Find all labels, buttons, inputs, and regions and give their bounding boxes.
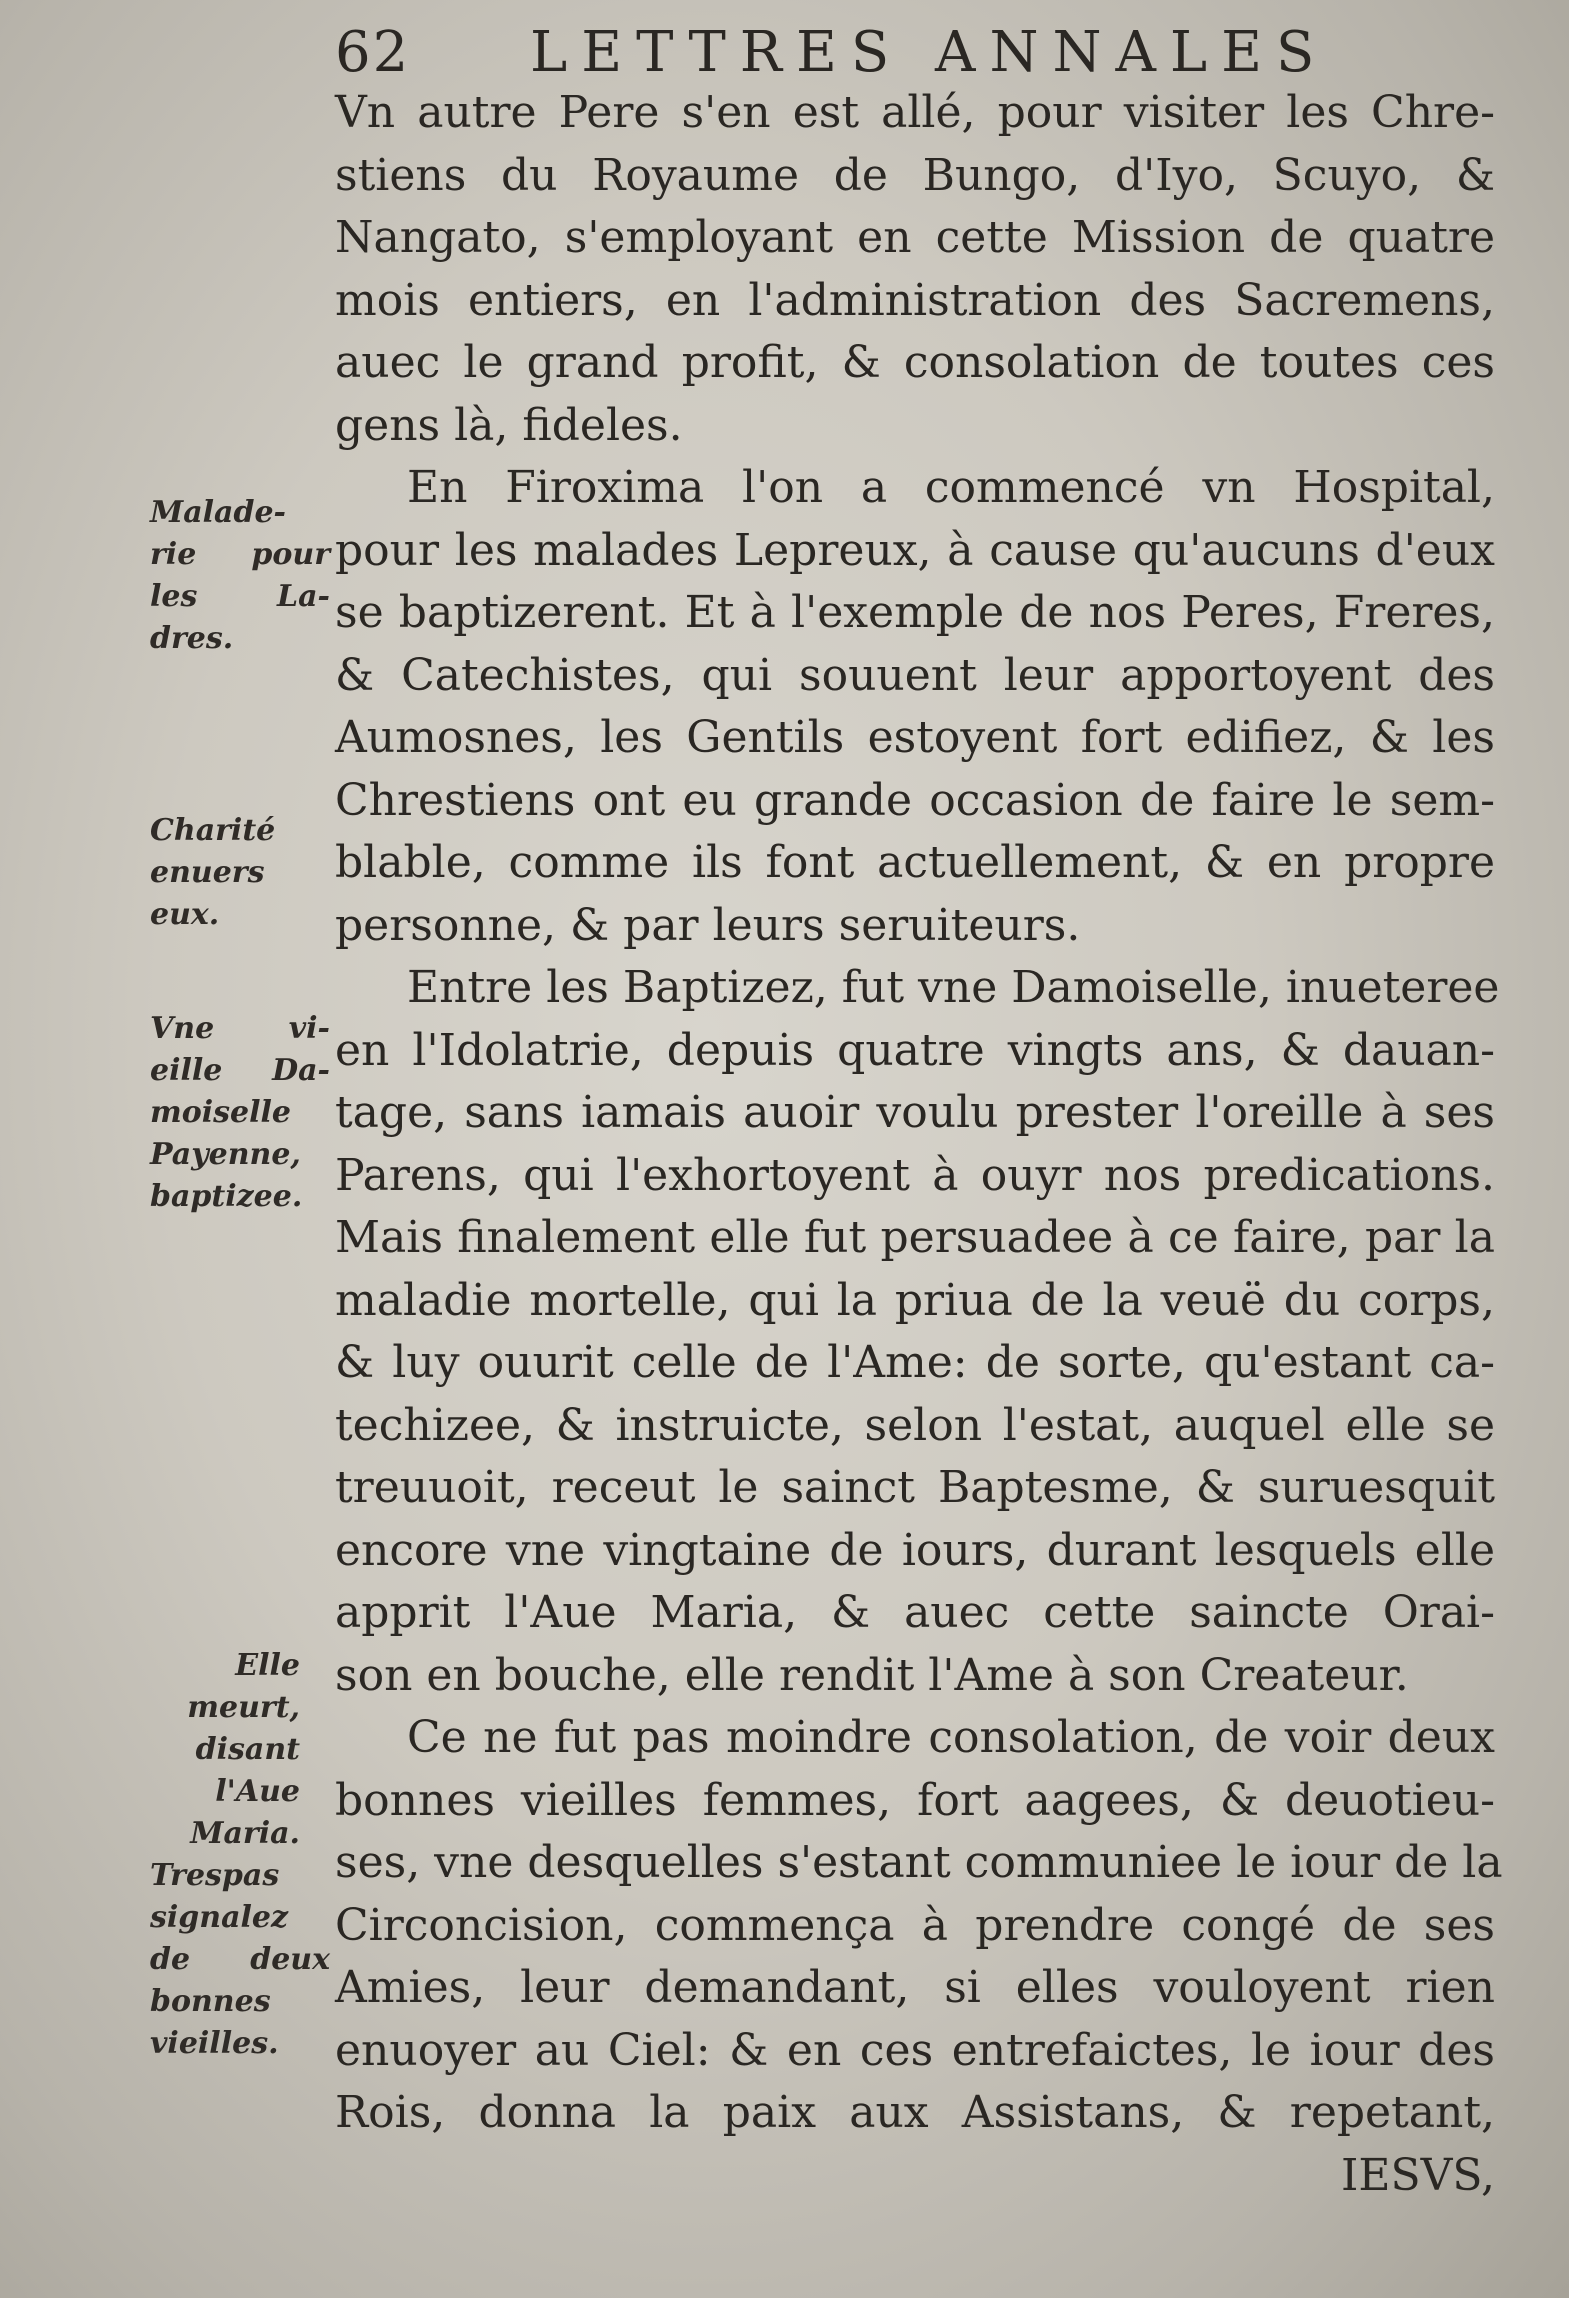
- margin-note-line: rie pour: [150, 537, 330, 572]
- running-title: LETTRES ANNALES: [530, 20, 1329, 85]
- text-line: encore vne vingtaine de iours, durant lesquels elle: [335, 1524, 1495, 1576]
- text-line: Amies, leur demandant, si elles vouloyent rien: [335, 1962, 1495, 2013]
- text-line: & Catechistes, qui souuent leur apportoyent des: [335, 649, 1495, 701]
- text-line: stiens du Royaume de Bungo, d'Iyo, Scuyo, &: [335, 149, 1495, 201]
- margin-note-line: les La-: [150, 579, 330, 614]
- margin-note-line: baptizee.: [150, 1179, 303, 1214]
- margin-note-trespas: [150, 1855, 330, 2065]
- margin-note-line: meurt,: [187, 1690, 300, 1725]
- text-line: tage, sans iamais auoir voulu prester l'oreille à ses: [335, 1087, 1495, 1138]
- paragraph-start-line: Entre les Baptizez, fut vne Damoiselle, inueteree: [407, 962, 1500, 1013]
- text-line: Chrestiens ont eu grande occasion de faire le sem-: [335, 774, 1495, 826]
- catchword: IESVS,: [1341, 2149, 1495, 2201]
- margin-note-damoiselle: [150, 1008, 330, 1218]
- text-line: apprit l'Aue Maria, & auec cette saincte Orai-: [335, 1587, 1495, 1638]
- margin-note-line: moiselle: [150, 1095, 292, 1130]
- paragraph-start-line: Ce ne fut pas moindre consolation, de voir deux: [407, 1712, 1495, 1763]
- text-line: gens là, fideles.: [335, 399, 683, 451]
- text-line: Aumosnes, les Gentils estoyent fort edifiez, & les: [335, 712, 1495, 763]
- text-line: mois entiers, en l'administration des Sacremens,: [335, 274, 1495, 326]
- margin-note-line: Maria.: [190, 1816, 300, 1851]
- main-text-block: [335, 82, 1503, 2207]
- text-line: en l'Idolatrie, depuis quatre vingts ans, & dauan-: [335, 1024, 1495, 1076]
- margin-note-line: Malade-: [150, 495, 286, 530]
- margin-note-line: l'Aue: [215, 1774, 300, 1809]
- margin-note-line: Vne vi-: [150, 1011, 330, 1046]
- text-line: Mais finalement elle fut persuadee à ce faire, par la: [335, 1212, 1495, 1263]
- text-line: blable, comme ils font actuellement, & en propre: [335, 837, 1495, 888]
- text-line: & luy ouurit celle de l'Ame: de sorte, qu'estant ca-: [335, 1337, 1495, 1388]
- text-line: bonnes vieilles femmes, fort aagees, & deuotieu-: [335, 1774, 1495, 1826]
- margin-note-line: de deux: [150, 1942, 330, 1977]
- margin-note-charite: [150, 810, 330, 936]
- text-line: Rois, donna la paix aux Assistans, & repetant,: [335, 2087, 1495, 2138]
- text-line: Nangato, s'employant en cette Mission de quatre: [335, 212, 1495, 263]
- text-line: enuoyer au Ciel: & en ces entrefaictes, le iour des: [335, 2024, 1495, 2076]
- margin-note-line: Payenne,: [150, 1137, 301, 1172]
- margin-note-line: Trespas: [150, 1858, 280, 1893]
- margin-note-elle-meurt: [150, 1645, 300, 1855]
- text-line: ses, vne desquelles s'estant communiee le iour de la: [335, 1837, 1503, 1888]
- paragraph-start-line: En Firoxima l'on a commencé vn Hospital,: [407, 462, 1495, 513]
- text-line: treuuoit, receut le sainct Baptesme, & suruesquit: [335, 1462, 1495, 1513]
- margin-note-maladerie: [150, 492, 330, 660]
- page-number: 62: [335, 20, 411, 85]
- text-line: se baptizerent. Et à l'exemple de nos Peres, Freres,: [335, 587, 1495, 638]
- text-line: Parens, qui l'exhortoyent à ouyr nos predications.: [335, 1149, 1495, 1201]
- text-line: maladie mortelle, qui la priua de la veuë du corps,: [335, 1274, 1495, 1326]
- margin-note-line: enuers: [150, 855, 265, 890]
- text-line: techizee, & instruicte, selon l'estat, auquel elle se: [335, 1399, 1495, 1451]
- text-line: Circoncision, commença à prendre congé de ses: [335, 1899, 1495, 1951]
- margin-note-line: Elle: [235, 1648, 300, 1683]
- text-line: personne, & par leurs seruiteurs.: [335, 899, 1081, 951]
- margin-note-line: disant: [195, 1732, 300, 1767]
- text-line: Vn autre Pere s'en est allé, pour visiter les Chre-: [335, 87, 1495, 138]
- page-header: [335, 18, 1335, 88]
- margin-note-line: dres.: [150, 621, 234, 656]
- margin-note-line: eille Da-: [150, 1053, 330, 1088]
- margin-note-line: bonnes: [150, 1984, 271, 2019]
- text-line: pour les malades Lepreux, à cause qu'aucuns d'eux: [335, 524, 1495, 576]
- margin-note-line: signalez: [150, 1900, 289, 1935]
- text-line: auec le grand profit, & consolation de toutes ces: [335, 337, 1495, 388]
- text-line: son en bouche, elle rendit l'Ame à son Createur.: [335, 1649, 1409, 1701]
- margin-note-line: vieilles.: [150, 2026, 279, 2061]
- margin-note-line: Charité: [150, 813, 276, 848]
- margin-note-line: eux.: [150, 897, 220, 932]
